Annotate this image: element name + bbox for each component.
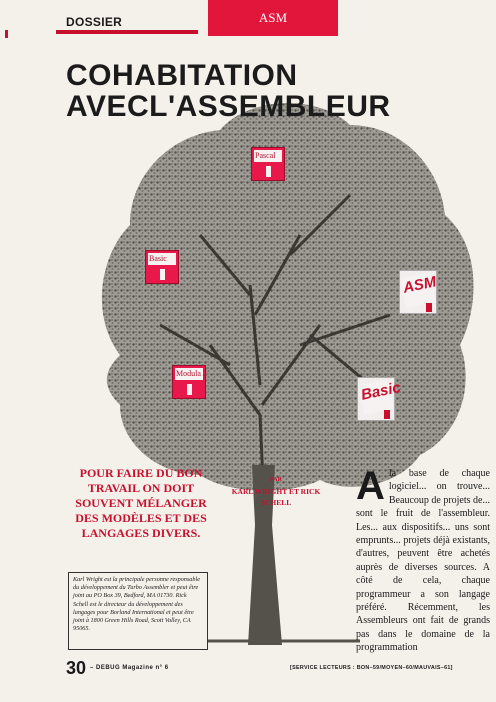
magazine-name: – DEBUG Magazine n° 6 — [90, 665, 169, 671]
floppy-label: Modula 2 — [176, 369, 207, 378]
drop-cap: A — [356, 464, 385, 508]
lead-paragraph: POUR FAIRE DU BON TRAVAIL ON DOIT SOUVENT MÉLANGER DES MODÈLES ET DES LANGAGES DIVERS. — [75, 466, 207, 540]
body-text: la base de chaque logiciel... on trouve... Beaucoup de projets de... sont le fruit de l'assembleur. Les... aux dispositifs... uns sont emprunts... projets déjà existants, d'autres, peuvent être achetés auprès de diverses sources. A côté de cela, chaque programmeur a son langage préféré. Récemment, les Assembleurs ont fait de grands pas dans le domaine de la programmation — [356, 468, 490, 654]
floppy-shutter — [266, 166, 271, 177]
byline-prefix: PAR — [270, 477, 282, 483]
floppy-disk-modula2 — [172, 365, 206, 399]
floppy-shutter — [160, 269, 165, 280]
floppy-shutter — [426, 303, 432, 312]
floppy-label: Basic — [358, 379, 394, 415]
reader-service-line: [SERVICE LECTEURS : BON–59/MOYEN–60/MAUVAIS–61] — [290, 665, 453, 671]
title-line-2: AVECL'ASSEMBLEUR — [66, 90, 391, 123]
floppy-label: ASM — [400, 272, 436, 308]
body-column — [356, 464, 490, 655]
floppy-disk-asm — [399, 270, 437, 314]
floppy-label: Basic — [148, 253, 176, 265]
floppy-label: Pascal — [254, 150, 282, 162]
byline — [226, 475, 326, 508]
floppy-disk-basic-2 — [357, 377, 403, 421]
floppy-shutter — [384, 410, 390, 419]
header-rule — [56, 30, 198, 34]
floppy-shutter — [187, 384, 192, 395]
title-line-1: COHABITATION — [66, 59, 298, 92]
floppy-disk-basic — [145, 250, 179, 284]
page-title — [66, 60, 466, 122]
byline-authors: KARL WRIGHT ET RICK SCHELL — [231, 487, 321, 507]
author-bio-box: Karl Wright est la principale personne responsable du développement du Turbo Assembler et peut être joint au PO Box 39, Bedford, MA 01730. Rick Schell est le directeur du développement des langages pour Borland International et peut être joint à 1800 Green Hills Road, Scott Valley, CA 95065. — [68, 572, 208, 650]
page-number: 30 — [66, 658, 87, 678]
header-rule-left — [5, 30, 8, 38]
floppy-disk-pascal — [251, 147, 285, 181]
section-label: DOSSIER — [66, 15, 123, 29]
section-tab: ASM — [208, 0, 338, 36]
